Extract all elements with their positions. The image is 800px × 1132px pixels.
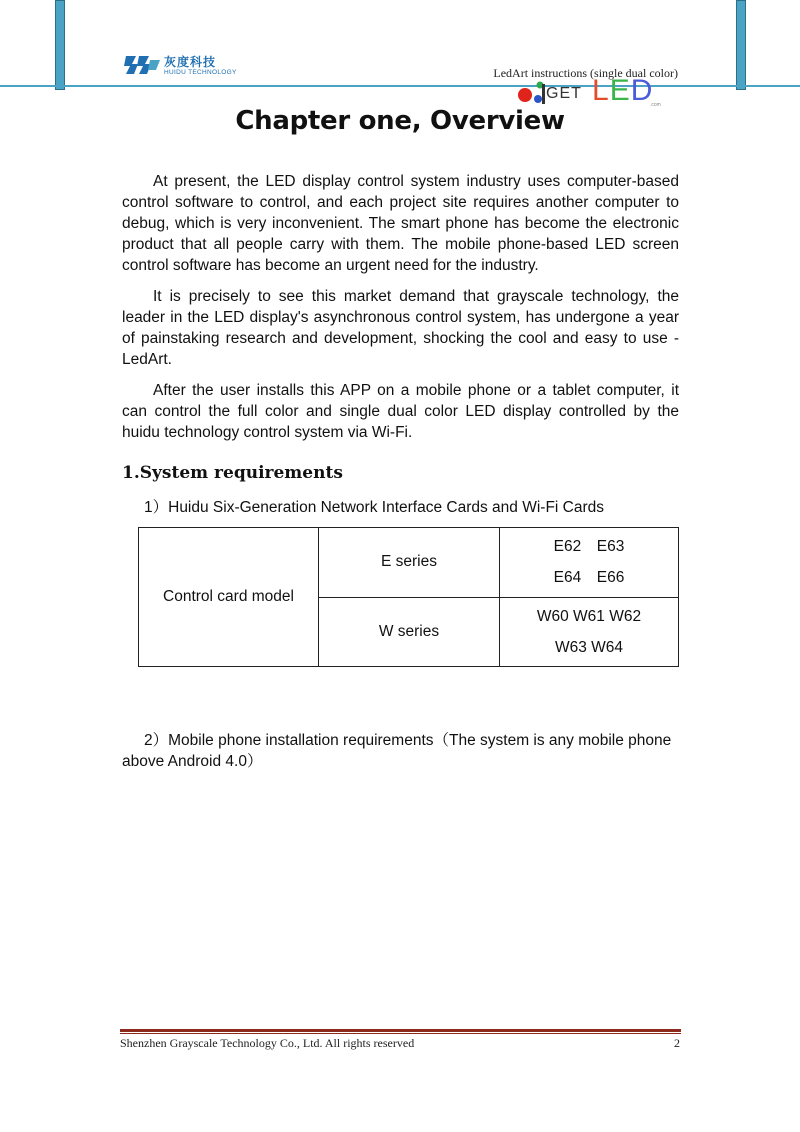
document-header-title: LedArt instructions (single dual color) [493, 66, 678, 80]
requirement-item-1: 1）Huidu Six-Generation Network Interface Cards and Wi-Fi Cards [144, 499, 605, 516]
models-line: E64 E66 [553, 569, 625, 587]
overview-paragraph-2: It is precisely to see this market demand that grayscale technology, the leader in the LED display's asynchronous control system, has undergone a year of painstaking research and development, shocking the cool and easy to use - LedArt. [122, 288, 679, 368]
table-series-cell: W series [319, 597, 500, 667]
logo-english-text: HUIDU TECHNOLOGY [164, 69, 237, 76]
models-line: E62 E63 [553, 538, 625, 556]
header-side-bar-right [736, 0, 746, 90]
section-heading: 1.System requirements [122, 463, 343, 483]
overview-paragraph-3: After the user installs this APP on a mobile phone or a tablet computer, it can control the full color and single dual color LED display controlled by the huidu technology control system via Wi-Fi. [122, 382, 679, 441]
models-line: W63 W64 [554, 638, 624, 656]
footer-rule-thick [120, 1029, 681, 1032]
overview-paragraph-1: At present, the LED display control system industry uses computer-based control software to control, and each project site requires another computer to debug, which is very inconvenient. The smart phone has become the electronic product that all people carry with them. The mobile phone-based LED screen control software has become an urgent need for the industry. [122, 173, 679, 274]
footer-copyright: Shenzhen Grayscale Technology Co., Ltd. All rights reserved [120, 1036, 415, 1050]
control-card-table [138, 527, 679, 667]
watermark-led-text: LED [592, 74, 654, 107]
watermark-com-text: .com [650, 102, 661, 108]
footer-rule-thin [120, 1033, 681, 1034]
models-line: W60 W61 W62 [536, 607, 642, 625]
table-models-cell [500, 597, 679, 667]
watermark-bar [542, 84, 545, 104]
table-models-cell [500, 528, 679, 598]
header-rule [0, 85, 800, 87]
table-series-cell: E series [319, 528, 500, 598]
watermark-get-text: GET [546, 85, 582, 102]
huidu-logo-icon [122, 52, 162, 80]
table-row [139, 528, 679, 598]
requirement-item-2: 2）Mobile phone installation requirements（The system is any mobile phone above Android 4.0） [122, 732, 672, 770]
table-row-header: Control card model [139, 528, 319, 667]
page-number: 2 [674, 1036, 680, 1050]
header-side-bar-left [55, 0, 65, 90]
logo-chinese-text: 灰度科技 [164, 55, 217, 69]
chapter-title: Chapter one, Overview [235, 106, 565, 136]
company-logo [122, 52, 252, 82]
